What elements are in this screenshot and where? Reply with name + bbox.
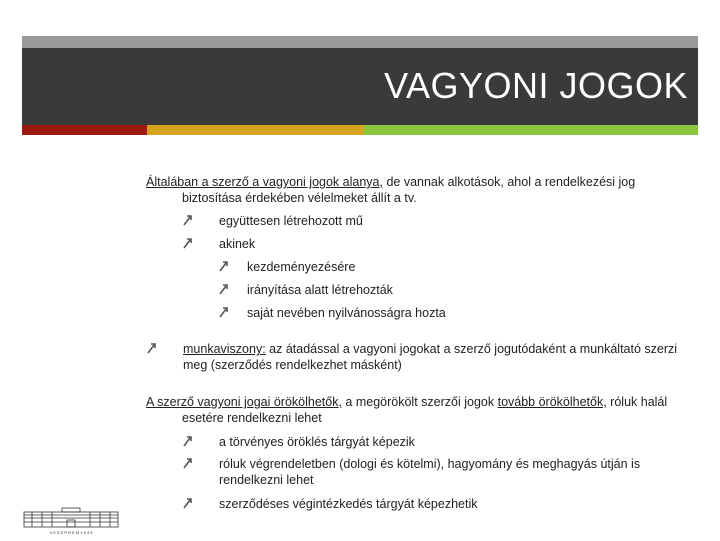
university-logo bbox=[22, 506, 120, 536]
arrow-bullet-icon bbox=[183, 497, 193, 509]
arrow-bullet-icon bbox=[183, 237, 193, 249]
sub-list-item: saját nevében nyilvánosságra hozta bbox=[247, 306, 446, 320]
building-logo-icon bbox=[22, 506, 120, 536]
logo-caption: V E S Z P R É M 1 9 4 9 bbox=[49, 530, 93, 535]
employment-lead: munkaviszony: bbox=[183, 342, 266, 356]
list-item-line1: róluk végrendeletben (dologi és kötelmi), hagyomány és meghagyás útján is bbox=[219, 457, 641, 471]
paragraph2-rest: róluk halál bbox=[606, 395, 668, 409]
list-item bbox=[219, 456, 689, 488]
arrow-bullet-icon bbox=[183, 457, 193, 469]
arrow-bullet-icon bbox=[219, 283, 229, 295]
paragraph2-mid: a megörökölt szerzői jogok bbox=[341, 395, 498, 409]
list-item-line2: rendelkezni lehet bbox=[219, 473, 314, 487]
arrow-bullet-icon bbox=[219, 306, 229, 318]
list-item: akinek bbox=[219, 237, 256, 251]
employment-line2: meg (szerződés rendelkezhet másként) bbox=[183, 358, 402, 372]
employment-rest: az átadással a vagyoni jogokat a szerző jogutódaként a munkáltató szerzi bbox=[265, 342, 678, 356]
paragraph2-underlined: tovább örökölhetők, bbox=[497, 395, 607, 409]
arrow-bullet-icon bbox=[183, 214, 193, 226]
sub-list-item: kezdeményezésére bbox=[247, 260, 356, 274]
list-item: szerződéses végintézkedés tárgyát képezhetik bbox=[219, 497, 478, 511]
paragraph-presumptions bbox=[146, 174, 686, 206]
paragraph2-lead: A szerző vagyoni jogai örökölhetők, bbox=[146, 395, 342, 409]
paragraph-lead: Általában a szerző a vagyoni jogok alanya, bbox=[146, 175, 383, 189]
slide-title: VAGYONI JOGOK bbox=[384, 65, 688, 106]
list-item: együttesen létrehozott mű bbox=[219, 214, 363, 228]
arrow-bullet-icon bbox=[183, 435, 193, 447]
sub-list-item: irányítása alatt létrehozták bbox=[247, 283, 393, 297]
arrow-bullet-icon bbox=[147, 342, 157, 354]
arrow-bullet-icon bbox=[219, 260, 229, 272]
paragraph-inheritance bbox=[146, 394, 696, 426]
paragraph-line2: biztosítása érdekében vélelmeket állít a tv. bbox=[182, 191, 417, 205]
employment-item bbox=[183, 341, 703, 373]
list-item: a törvényes öröklés tárgyát képezik bbox=[219, 435, 415, 449]
paragraph2-line2: esetére rendelkezni lehet bbox=[182, 411, 322, 425]
paragraph-rest: de vannak alkotások, ahol a rendelkezési jog bbox=[382, 175, 636, 189]
